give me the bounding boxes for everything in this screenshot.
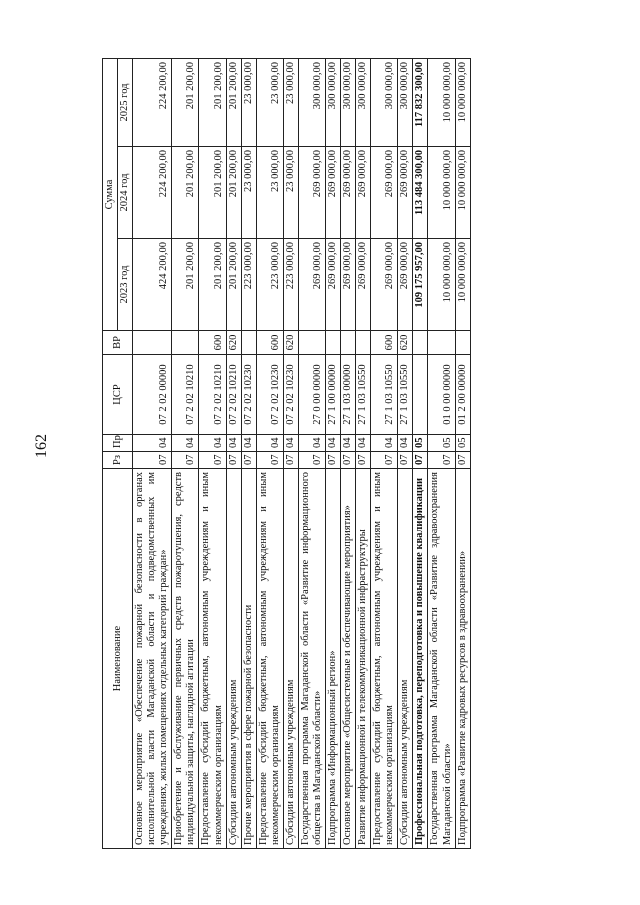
budget-table [102,58,471,849]
cell-name: Развитие информационной и телекоммуникационной инфраструктуры [356,469,371,849]
table-row [341,58,356,848]
cell-rz: 07 [371,452,398,469]
cell-name: Основное мероприятие «Общесистемные и обеспечивающие мероприятия» [341,469,356,849]
cell-pr: 05 [413,435,428,452]
cell-2025: 10 000 000,00 [428,58,455,146]
cell-2025: 201 200,00 [172,58,199,146]
cell-name: Государственная программа Магаданской области «Развитие информационного общества в Магаданской области» [298,469,325,849]
cell-2024: 269 000,00 [341,147,356,239]
cell-csr: 27 1 03 10550 [398,355,413,435]
cell-csr: 27 1 03 10550 [356,355,371,435]
table-row [256,58,283,848]
cell-csr: 01 0 00 00000 [428,355,455,435]
col-header-vr: ВР [103,331,133,355]
page-number: 162 [33,434,50,458]
cell-2024: 23 000,00 [256,147,283,239]
cell-name: Государственная программа Магаданской области «Развитие здравоохранения Магаданской области» [428,469,455,849]
cell-2025: 300 000,00 [356,58,371,146]
cell-2023: 109 175 957,00 [413,239,428,331]
cell-name: Профессиональная подготовка, переподготовка и повышение квалификации [413,469,428,849]
cell-2025: 224 200,00 [133,58,172,146]
cell-pr: 04 [172,435,199,452]
cell-name: Субсидии автономным учреждениям [226,469,241,849]
cell-pr: 04 [133,435,172,452]
cell-vr: 620 [398,331,413,355]
cell-pr: 04 [398,435,413,452]
cell-2025: 117 832 300,00 [413,58,428,146]
cell-2024: 224 200,00 [133,147,172,239]
cell-pr: 04 [199,435,226,452]
table-row [428,58,455,848]
cell-2025: 23 000,00 [256,58,283,146]
cell-csr: 07 2 02 10230 [283,355,298,435]
col-header-2023: 2023 год [118,239,133,331]
cell-2025: 300 000,00 [371,58,398,146]
cell-csr: 07 2 02 10210 [199,355,226,435]
cell-pr: 04 [256,435,283,452]
cell-2025: 300 000,00 [341,58,356,146]
cell-vr: 600 [371,331,398,355]
table-row [226,58,241,848]
cell-pr: 05 [455,435,470,452]
table-row [326,58,341,848]
col-header-rz: Рз [103,452,133,469]
cell-name: Подпрограмма «Развитие кадровых ресурсов в здравоохранении» [455,469,470,849]
table-row [356,58,371,848]
table-row [455,58,470,848]
cell-rz: 07 [172,452,199,469]
table-body [133,58,471,848]
cell-rz: 07 [398,452,413,469]
cell-pr: 04 [241,435,256,452]
cell-rz: 07 [199,452,226,469]
cell-2024: 269 000,00 [356,147,371,239]
cell-rz: 07 [226,452,241,469]
table-row [172,58,199,848]
cell-csr: 27 1 00 00000 [326,355,341,435]
col-header-pr: Пр [103,435,133,452]
cell-2025: 300 000,00 [298,58,325,146]
cell-vr: 600 [256,331,283,355]
cell-2024: 10 000 000,00 [455,147,470,239]
cell-vr [241,331,256,355]
cell-pr: 05 [428,435,455,452]
cell-name: Подпрограмма «Информационный регион» [326,469,341,849]
cell-rz: 07 [413,452,428,469]
cell-2023: 10 000 000,00 [428,239,455,331]
table-row [133,58,172,848]
cell-2023: 269 000,00 [326,239,341,331]
cell-2024: 269 000,00 [298,147,325,239]
cell-name: Субсидии автономным учреждениям [283,469,298,849]
cell-name: Предоставление субсидий бюджетным, автономным учреждениям и иным некоммерческим организациям [199,469,226,849]
cell-2024: 113 484 300,00 [413,147,428,239]
cell-pr: 04 [283,435,298,452]
table-row [298,58,325,848]
cell-rz: 07 [455,452,470,469]
cell-2025: 300 000,00 [326,58,341,146]
col-header-csr: ЦСР [103,355,133,435]
cell-rz: 07 [241,452,256,469]
cell-name: Предоставление субсидий бюджетным, автономным учреждениям и иным некоммерческим организациям [256,469,283,849]
cell-csr: 07 2 02 10210 [172,355,199,435]
cell-csr: 27 1 03 10550 [371,355,398,435]
cell-pr: 04 [298,435,325,452]
cell-csr: 07 2 02 10210 [226,355,241,435]
cell-2024: 269 000,00 [326,147,341,239]
cell-name: Приобретение и обслуживание первичных средств пожаротушения, средств индивидуальной защиты, наглядной агитации [172,469,199,849]
cell-csr [413,355,428,435]
col-header-2025: 2025 год [118,58,133,146]
cell-2024: 201 200,00 [172,147,199,239]
cell-2024: 269 000,00 [398,147,413,239]
cell-rz: 07 [256,452,283,469]
table-row [283,58,298,848]
table-row [398,58,413,848]
cell-2025: 23 000,00 [241,58,256,146]
cell-pr: 04 [326,435,341,452]
cell-vr [356,331,371,355]
col-header-sum: Сумма [103,58,118,330]
cell-2023: 223 000,00 [256,239,283,331]
cell-rz: 07 [326,452,341,469]
cell-2023: 424 200,00 [133,239,172,331]
cell-vr [341,331,356,355]
cell-2025: 23 000,00 [283,58,298,146]
cell-2023: 10 000 000,00 [455,239,470,331]
cell-2023: 269 000,00 [371,239,398,331]
cell-2024: 10 000 000,00 [428,147,455,239]
cell-vr: 620 [283,331,298,355]
cell-csr: 07 2 02 10230 [241,355,256,435]
cell-2024: 201 200,00 [199,147,226,239]
rotated-page-content [102,59,522,849]
table-row [241,58,256,848]
cell-2024: 23 000,00 [241,147,256,239]
cell-vr [298,331,325,355]
table-row [371,58,398,848]
cell-csr: 07 2 02 10230 [256,355,283,435]
cell-rz: 07 [341,452,356,469]
cell-name: Предоставление субсидий бюджетным, автономным учреждениям и иным некоммерческим организациям [371,469,398,849]
cell-rz: 07 [283,452,298,469]
cell-2023: 201 200,00 [199,239,226,331]
table-row [199,58,226,848]
cell-vr: 620 [226,331,241,355]
cell-2024: 201 200,00 [226,147,241,239]
cell-vr [428,331,455,355]
cell-rz: 07 [428,452,455,469]
col-header-2024: 2024 год [118,147,133,239]
cell-vr [133,331,172,355]
cell-2023: 269 000,00 [298,239,325,331]
cell-2025: 10 000 000,00 [455,58,470,146]
cell-2023: 201 200,00 [226,239,241,331]
cell-pr: 04 [226,435,241,452]
cell-rz: 07 [356,452,371,469]
cell-2025: 201 200,00 [199,58,226,146]
cell-name: Субсидии автономным учреждениям [398,469,413,849]
cell-2025: 300 000,00 [398,58,413,146]
cell-name: Основное мероприятие «Обеспечение пожарной безопасности в органах исполнительной власти Магаданской области и подведомственных им учреждениях, жилых помещениях отдельных категорий граждан» [133,469,172,849]
col-header-name: Наименование [103,469,133,849]
cell-csr: 27 0 00 00000 [298,355,325,435]
cell-2023: 223 000,00 [283,239,298,331]
cell-vr [413,331,428,355]
table-header-row [103,58,118,848]
cell-2024: 23 000,00 [283,147,298,239]
cell-2024: 269 000,00 [371,147,398,239]
cell-2023: 223 000,00 [241,239,256,331]
cell-pr: 04 [341,435,356,452]
cell-vr [455,331,470,355]
cell-pr: 04 [371,435,398,452]
cell-2023: 269 000,00 [398,239,413,331]
cell-csr: 27 1 03 00000 [341,355,356,435]
cell-2023: 201 200,00 [172,239,199,331]
cell-csr: 01 2 00 00000 [455,355,470,435]
cell-vr: 600 [199,331,226,355]
cell-csr: 07 2 02 00000 [133,355,172,435]
cell-rz: 07 [298,452,325,469]
cell-name: Прочие мероприятия в сфере пожарной безопасности [241,469,256,849]
cell-2023: 269 000,00 [356,239,371,331]
cell-2023: 269 000,00 [341,239,356,331]
cell-pr: 04 [356,435,371,452]
cell-rz: 07 [133,452,172,469]
cell-2025: 201 200,00 [226,58,241,146]
cell-vr [172,331,199,355]
cell-vr [326,331,341,355]
table-row [413,58,428,848]
